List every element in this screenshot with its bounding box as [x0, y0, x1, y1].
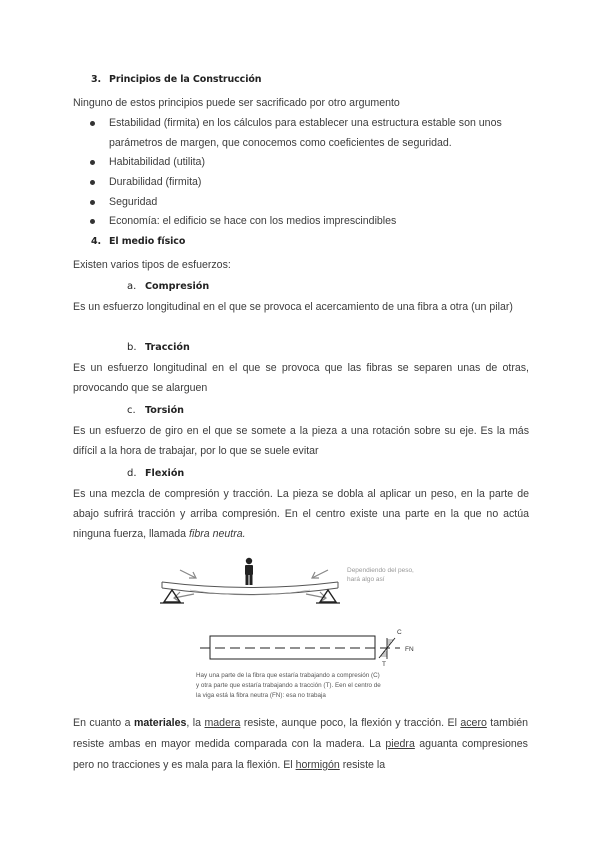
section-4-intro: Existen varios tipos de esfuerzos:: [73, 259, 231, 271]
subsection-title: Torsión: [145, 405, 185, 416]
text-run: resiste la: [339, 759, 386, 771]
subsection-heading-flexion: [127, 468, 184, 479]
bullet-item: [90, 192, 530, 212]
bullet-text: Economía: el edificio se hace con los medios imprescindibles: [109, 215, 397, 227]
subsection-letter: b.: [127, 342, 137, 353]
bullet-dot: [90, 219, 95, 224]
subsection-letter: a.: [127, 281, 137, 292]
section-title: Principios de la Construcción: [109, 74, 262, 85]
beam-bottom-edge: [162, 588, 338, 595]
hormigon-term: hormigón: [295, 759, 340, 771]
fibra-neutra-term: fibra neutra.: [189, 528, 246, 540]
bullet-item: [90, 152, 530, 172]
label-c: C: [397, 629, 402, 636]
caption-line3: la viga está la fibra neutra (FN): esa no trabaja: [196, 692, 326, 699]
subsection-text: Es un esfuerzo longitudinal en el que se provoca el acercamiento de una fibra a otra (un pilar): [73, 301, 513, 313]
bullet-text: Seguridad: [109, 196, 158, 208]
subsection-text: [73, 484, 529, 544]
subsection-heading-compresion: [127, 281, 209, 292]
madera-term: madera: [204, 717, 241, 729]
caption-line2: y otra parte que estaría trabajando a tracción (T). Een el centro de: [196, 682, 381, 689]
compression-arrow-left-icon: [180, 570, 196, 578]
caption-line1: Hay una parte de la fibra que estaría trabajando a compresión (C): [196, 672, 380, 679]
section-4-heading: [91, 236, 185, 247]
subsection-letter: c.: [127, 405, 136, 416]
text-run: aguanta compresiones pero no tracciones y es mala para la flexión. El: [73, 738, 528, 771]
bullet-dot: [90, 121, 95, 126]
bullet-item: [90, 113, 530, 153]
text-run: , la: [186, 717, 205, 729]
subsection-text: Es un esfuerzo longitudinal en el que se provoca que las fibras se separen unas de otras, provocando que se alarguen: [73, 362, 529, 394]
text-run: En cuanto a: [73, 717, 134, 729]
text-run: también resiste ambas en mayor medida comparada con la madera. La: [73, 717, 528, 750]
subsection-title: Flexión: [145, 468, 185, 479]
beam-bending-figure: [150, 552, 450, 702]
bullet-dot: [90, 200, 95, 205]
person-load-icon: [245, 558, 253, 585]
acero-term: acero: [460, 717, 487, 729]
compression-arrow-right-icon: [312, 570, 328, 578]
bullet-dot: [90, 180, 95, 185]
note-top-line2: hará algo así: [347, 576, 385, 583]
subsection-heading-torsion: [127, 405, 184, 416]
section-number: 4.: [91, 236, 102, 247]
bullet-item: [90, 172, 530, 192]
label-fn: FN: [405, 646, 414, 653]
bullet-text: Habitabilidad (utilita): [109, 156, 205, 168]
bullet-text: Estabilidad (firmita) en los cálculos para establecer una estructura estable son unos parámetros de margen, que conocemos como coeficientes de seguridad.: [109, 117, 502, 149]
bullet-dot: [90, 160, 95, 165]
section-3-heading: [91, 74, 261, 85]
piedra-term: piedra: [385, 738, 415, 750]
subsection-text: Es un esfuerzo de giro en el que se somete a la pieza a una rotación sobre su eje. Es la más difícil a la hora de trabajar, por lo que se suele evitar: [73, 425, 529, 457]
text-run: resiste, aunque poco, la flexión y tracción. El: [240, 717, 461, 729]
subsection-title: Compresión: [145, 281, 210, 292]
subsection-heading-traccion: [127, 342, 190, 353]
materials-term: materiales: [133, 717, 187, 729]
materials-paragraph: [73, 713, 528, 776]
label-t: T: [382, 661, 386, 668]
flexion-text: Es una mezcla de compresión y tracción. La pieza se dobla al aplicar un peso, en la parte de abajo sufrirá tracción y arriba compresión. En el centro existe una parte en la que no actúa ninguna fuerza, llamada: [73, 488, 529, 540]
bullet-text: Durabilidad (firmita): [109, 176, 202, 188]
section-3-intro: Ninguno de estos principios puede ser sacrificado por otro argumento: [73, 97, 400, 109]
section-number: 3.: [91, 74, 102, 85]
subsection-title: Tracción: [145, 342, 190, 353]
note-top-line1: Dependiendo del peso,: [347, 567, 414, 574]
bullet-item: [90, 211, 530, 231]
subsection-letter: d.: [127, 468, 137, 479]
section-title: El medio físico: [109, 236, 186, 247]
